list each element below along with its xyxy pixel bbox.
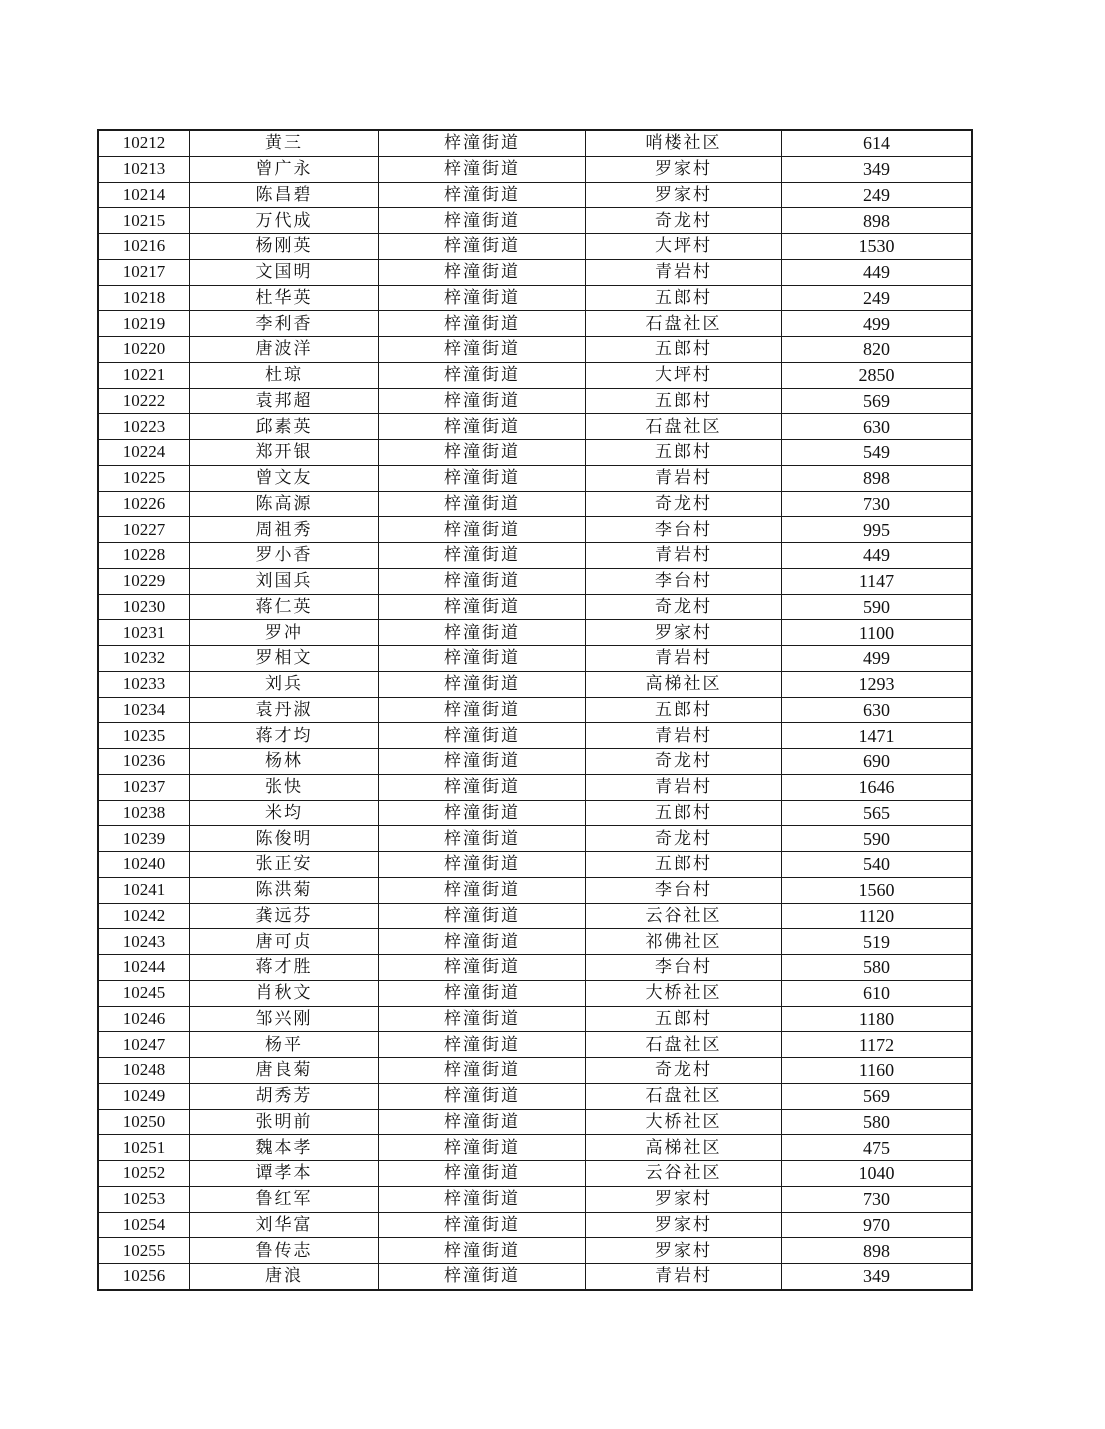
table-row	[98, 362, 972, 388]
street-cell: 梓潼街道	[379, 594, 586, 620]
village-cell: 五郎村	[586, 1006, 782, 1032]
name-cell: 万代成	[190, 208, 379, 234]
street-cell: 梓潼街道	[379, 182, 586, 208]
village-cell: 五郎村	[586, 440, 782, 466]
street-cell: 梓潼街道	[379, 671, 586, 697]
village-cell: 石盘社区	[586, 1032, 782, 1058]
name-cell: 刘国兵	[190, 568, 379, 594]
village-cell: 石盘社区	[586, 414, 782, 440]
village-cell: 青岩村	[586, 774, 782, 800]
amount-cell: 970	[782, 1212, 973, 1238]
village-cell: 奇龙村	[586, 1058, 782, 1084]
name-cell: 张快	[190, 774, 379, 800]
street-cell: 梓潼街道	[379, 491, 586, 517]
row-id-cell: 10213	[98, 156, 190, 182]
table-row	[98, 182, 972, 208]
table-row	[98, 1058, 972, 1084]
table-row	[98, 259, 972, 285]
street-cell: 梓潼街道	[379, 1212, 586, 1238]
village-cell: 罗家村	[586, 156, 782, 182]
amount-cell: 1646	[782, 774, 973, 800]
table-row	[98, 1212, 972, 1238]
table-row	[98, 877, 972, 903]
name-cell: 罗冲	[190, 620, 379, 646]
row-id-cell: 10228	[98, 543, 190, 569]
amount-cell: 590	[782, 826, 973, 852]
table-row	[98, 285, 972, 311]
village-cell: 罗家村	[586, 1238, 782, 1264]
row-id-cell: 10250	[98, 1109, 190, 1135]
village-cell: 青岩村	[586, 259, 782, 285]
table-row	[98, 955, 972, 981]
amount-cell: 898	[782, 1238, 973, 1264]
table-row	[98, 646, 972, 672]
table-row	[98, 620, 972, 646]
village-cell: 奇龙村	[586, 594, 782, 620]
street-cell: 梓潼街道	[379, 156, 586, 182]
amount-cell: 249	[782, 182, 973, 208]
village-cell: 五郎村	[586, 852, 782, 878]
row-id-cell: 10255	[98, 1238, 190, 1264]
amount-cell: 610	[782, 980, 973, 1006]
village-cell: 奇龙村	[586, 749, 782, 775]
name-cell: 唐波洋	[190, 337, 379, 363]
amount-cell: 569	[782, 1083, 973, 1109]
street-cell: 梓潼街道	[379, 1135, 586, 1161]
name-cell: 蒋才均	[190, 723, 379, 749]
table-row	[98, 852, 972, 878]
name-cell: 杨刚英	[190, 234, 379, 260]
name-cell: 唐良菊	[190, 1058, 379, 1084]
table-row	[98, 826, 972, 852]
row-id-cell: 10240	[98, 852, 190, 878]
name-cell: 谭孝本	[190, 1161, 379, 1187]
amount-cell: 540	[782, 852, 973, 878]
village-cell: 李台村	[586, 568, 782, 594]
street-cell: 梓潼街道	[379, 1161, 586, 1187]
village-cell: 青岩村	[586, 1264, 782, 1290]
street-cell: 梓潼街道	[379, 1186, 586, 1212]
amount-cell: 820	[782, 337, 973, 363]
name-cell: 罗相文	[190, 646, 379, 672]
name-cell: 蒋才胜	[190, 955, 379, 981]
row-id-cell: 10235	[98, 723, 190, 749]
street-cell: 梓潼街道	[379, 697, 586, 723]
table-row	[98, 1264, 972, 1290]
row-id-cell: 10244	[98, 955, 190, 981]
village-cell: 青岩村	[586, 723, 782, 749]
roster-table	[97, 129, 973, 1291]
village-cell: 石盘社区	[586, 311, 782, 337]
row-id-cell: 10214	[98, 182, 190, 208]
name-cell: 唐浪	[190, 1264, 379, 1290]
table-row	[98, 903, 972, 929]
village-cell: 青岩村	[586, 465, 782, 491]
street-cell: 梓潼街道	[379, 646, 586, 672]
village-cell: 李台村	[586, 955, 782, 981]
name-cell: 刘兵	[190, 671, 379, 697]
village-cell: 大桥社区	[586, 1109, 782, 1135]
table-row	[98, 723, 972, 749]
amount-cell: 1172	[782, 1032, 973, 1058]
row-id-cell: 10243	[98, 929, 190, 955]
street-cell: 梓潼街道	[379, 285, 586, 311]
amount-cell: 549	[782, 440, 973, 466]
table-row	[98, 1161, 972, 1187]
row-id-cell: 10256	[98, 1264, 190, 1290]
table-row	[98, 800, 972, 826]
table-row	[98, 130, 972, 156]
street-cell: 梓潼街道	[379, 234, 586, 260]
table-row	[98, 594, 972, 620]
amount-cell: 1471	[782, 723, 973, 749]
name-cell: 陈昌碧	[190, 182, 379, 208]
street-cell: 梓潼街道	[379, 543, 586, 569]
name-cell: 陈洪菊	[190, 877, 379, 903]
amount-cell: 1120	[782, 903, 973, 929]
amount-cell: 580	[782, 1109, 973, 1135]
table-row	[98, 465, 972, 491]
name-cell: 曾文友	[190, 465, 379, 491]
row-id-cell: 10238	[98, 800, 190, 826]
street-cell: 梓潼街道	[379, 1238, 586, 1264]
street-cell: 梓潼街道	[379, 620, 586, 646]
table-row	[98, 337, 972, 363]
amount-cell: 630	[782, 697, 973, 723]
village-cell: 大坪村	[586, 234, 782, 260]
amount-cell: 730	[782, 1186, 973, 1212]
table-row	[98, 1006, 972, 1032]
name-cell: 龚远芬	[190, 903, 379, 929]
row-id-cell: 10234	[98, 697, 190, 723]
row-id-cell: 10219	[98, 311, 190, 337]
row-id-cell: 10229	[98, 568, 190, 594]
amount-cell: 569	[782, 388, 973, 414]
name-cell: 张明前	[190, 1109, 379, 1135]
name-cell: 曾广永	[190, 156, 379, 182]
street-cell: 梓潼街道	[379, 414, 586, 440]
street-cell: 梓潼街道	[379, 903, 586, 929]
amount-cell: 475	[782, 1135, 973, 1161]
village-cell: 奇龙村	[586, 491, 782, 517]
name-cell: 袁丹淑	[190, 697, 379, 723]
amount-cell: 1040	[782, 1161, 973, 1187]
row-id-cell: 10248	[98, 1058, 190, 1084]
village-cell: 罗家村	[586, 182, 782, 208]
street-cell: 梓潼街道	[379, 337, 586, 363]
table-row	[98, 1186, 972, 1212]
street-cell: 梓潼街道	[379, 852, 586, 878]
amount-cell: 1100	[782, 620, 973, 646]
table-row	[98, 311, 972, 337]
name-cell: 邱素英	[190, 414, 379, 440]
row-id-cell: 10236	[98, 749, 190, 775]
table-row	[98, 517, 972, 543]
amount-cell: 1180	[782, 1006, 973, 1032]
street-cell: 梓潼街道	[379, 517, 586, 543]
name-cell: 蒋仁英	[190, 594, 379, 620]
street-cell: 梓潼街道	[379, 774, 586, 800]
row-id-cell: 10215	[98, 208, 190, 234]
table-row	[98, 414, 972, 440]
name-cell: 郑开银	[190, 440, 379, 466]
amount-cell: 730	[782, 491, 973, 517]
row-id-cell: 10239	[98, 826, 190, 852]
street-cell: 梓潼街道	[379, 877, 586, 903]
village-cell: 云谷社区	[586, 1161, 782, 1187]
table-row	[98, 929, 972, 955]
village-cell: 青岩村	[586, 543, 782, 569]
amount-cell: 1530	[782, 234, 973, 260]
name-cell: 肖秋文	[190, 980, 379, 1006]
amount-cell: 1560	[782, 877, 973, 903]
row-id-cell: 10245	[98, 980, 190, 1006]
name-cell: 杨林	[190, 749, 379, 775]
name-cell: 米均	[190, 800, 379, 826]
row-id-cell: 10223	[98, 414, 190, 440]
street-cell: 梓潼街道	[379, 980, 586, 1006]
village-cell: 云谷社区	[586, 903, 782, 929]
amount-cell: 995	[782, 517, 973, 543]
name-cell: 罗小香	[190, 543, 379, 569]
street-cell: 梓潼街道	[379, 311, 586, 337]
amount-cell: 499	[782, 311, 973, 337]
village-cell: 高梯社区	[586, 1135, 782, 1161]
street-cell: 梓潼街道	[379, 130, 586, 156]
row-id-cell: 10227	[98, 517, 190, 543]
name-cell: 刘华富	[190, 1212, 379, 1238]
village-cell: 大坪村	[586, 362, 782, 388]
table-row	[98, 568, 972, 594]
village-cell: 青岩村	[586, 646, 782, 672]
row-id-cell: 10212	[98, 130, 190, 156]
amount-cell: 519	[782, 929, 973, 955]
name-cell: 陈俊明	[190, 826, 379, 852]
village-cell: 李台村	[586, 877, 782, 903]
name-cell: 周祖秀	[190, 517, 379, 543]
table-row	[98, 234, 972, 260]
street-cell: 梓潼街道	[379, 1083, 586, 1109]
table-row	[98, 1238, 972, 1264]
name-cell: 鲁传志	[190, 1238, 379, 1264]
row-id-cell: 10246	[98, 1006, 190, 1032]
table-row	[98, 388, 972, 414]
amount-cell: 565	[782, 800, 973, 826]
amount-cell: 449	[782, 543, 973, 569]
row-id-cell: 10230	[98, 594, 190, 620]
table-row	[98, 440, 972, 466]
row-id-cell: 10252	[98, 1161, 190, 1187]
amount-cell: 898	[782, 465, 973, 491]
row-id-cell: 10241	[98, 877, 190, 903]
street-cell: 梓潼街道	[379, 1032, 586, 1058]
name-cell: 胡秀芳	[190, 1083, 379, 1109]
row-id-cell: 10222	[98, 388, 190, 414]
row-id-cell: 10253	[98, 1186, 190, 1212]
street-cell: 梓潼街道	[379, 955, 586, 981]
row-id-cell: 10237	[98, 774, 190, 800]
row-id-cell: 10242	[98, 903, 190, 929]
row-id-cell: 10216	[98, 234, 190, 260]
village-cell: 大桥社区	[586, 980, 782, 1006]
table-row	[98, 1083, 972, 1109]
name-cell: 唐可贞	[190, 929, 379, 955]
village-cell: 祁佛社区	[586, 929, 782, 955]
name-cell: 张正安	[190, 852, 379, 878]
street-cell: 梓潼街道	[379, 723, 586, 749]
row-id-cell: 10226	[98, 491, 190, 517]
name-cell: 杜琼	[190, 362, 379, 388]
table-row	[98, 491, 972, 517]
name-cell: 袁邦超	[190, 388, 379, 414]
amount-cell: 1160	[782, 1058, 973, 1084]
row-id-cell: 10221	[98, 362, 190, 388]
village-cell: 五郎村	[586, 697, 782, 723]
name-cell: 黄三	[190, 130, 379, 156]
village-cell: 五郎村	[586, 800, 782, 826]
amount-cell: 630	[782, 414, 973, 440]
name-cell: 邹兴刚	[190, 1006, 379, 1032]
street-cell: 梓潼街道	[379, 440, 586, 466]
row-id-cell: 10247	[98, 1032, 190, 1058]
street-cell: 梓潼街道	[379, 1109, 586, 1135]
village-cell: 罗家村	[586, 620, 782, 646]
street-cell: 梓潼街道	[379, 1058, 586, 1084]
table-row	[98, 1109, 972, 1135]
amount-cell: 249	[782, 285, 973, 311]
amount-cell: 349	[782, 1264, 973, 1290]
street-cell: 梓潼街道	[379, 362, 586, 388]
street-cell: 梓潼街道	[379, 259, 586, 285]
name-cell: 魏本孝	[190, 1135, 379, 1161]
row-id-cell: 10249	[98, 1083, 190, 1109]
street-cell: 梓潼街道	[379, 465, 586, 491]
row-id-cell: 10231	[98, 620, 190, 646]
row-id-cell: 10220	[98, 337, 190, 363]
roster-table-body	[98, 130, 972, 1290]
village-cell: 石盘社区	[586, 1083, 782, 1109]
amount-cell: 580	[782, 955, 973, 981]
row-id-cell: 10218	[98, 285, 190, 311]
street-cell: 梓潼街道	[379, 388, 586, 414]
name-cell: 杨平	[190, 1032, 379, 1058]
village-cell: 奇龙村	[586, 208, 782, 234]
table-row	[98, 1135, 972, 1161]
village-cell: 高梯社区	[586, 671, 782, 697]
amount-cell: 614	[782, 130, 973, 156]
name-cell: 文国明	[190, 259, 379, 285]
name-cell: 杜华英	[190, 285, 379, 311]
row-id-cell: 10233	[98, 671, 190, 697]
amount-cell: 1147	[782, 568, 973, 594]
table-row	[98, 980, 972, 1006]
street-cell: 梓潼街道	[379, 929, 586, 955]
table-row	[98, 543, 972, 569]
row-id-cell: 10254	[98, 1212, 190, 1238]
table-row	[98, 208, 972, 234]
row-id-cell: 10225	[98, 465, 190, 491]
name-cell: 陈高源	[190, 491, 379, 517]
street-cell: 梓潼街道	[379, 208, 586, 234]
street-cell: 梓潼街道	[379, 749, 586, 775]
row-id-cell: 10251	[98, 1135, 190, 1161]
row-id-cell: 10217	[98, 259, 190, 285]
street-cell: 梓潼街道	[379, 1264, 586, 1290]
amount-cell: 690	[782, 749, 973, 775]
street-cell: 梓潼街道	[379, 1006, 586, 1032]
amount-cell: 590	[782, 594, 973, 620]
street-cell: 梓潼街道	[379, 568, 586, 594]
name-cell: 李利香	[190, 311, 379, 337]
village-cell: 哨楼社区	[586, 130, 782, 156]
amount-cell: 898	[782, 208, 973, 234]
street-cell: 梓潼街道	[379, 826, 586, 852]
amount-cell: 349	[782, 156, 973, 182]
village-cell: 奇龙村	[586, 826, 782, 852]
street-cell: 梓潼街道	[379, 800, 586, 826]
name-cell: 鲁红军	[190, 1186, 379, 1212]
village-cell: 五郎村	[586, 285, 782, 311]
village-cell: 罗家村	[586, 1212, 782, 1238]
row-id-cell: 10224	[98, 440, 190, 466]
table-row	[98, 749, 972, 775]
row-id-cell: 10232	[98, 646, 190, 672]
amount-cell: 449	[782, 259, 973, 285]
table-row	[98, 671, 972, 697]
amount-cell: 499	[782, 646, 973, 672]
village-cell: 李台村	[586, 517, 782, 543]
table-row	[98, 1032, 972, 1058]
amount-cell: 1293	[782, 671, 973, 697]
village-cell: 五郎村	[586, 388, 782, 414]
amount-cell: 2850	[782, 362, 973, 388]
table-row	[98, 156, 972, 182]
village-cell: 五郎村	[586, 337, 782, 363]
village-cell: 罗家村	[586, 1186, 782, 1212]
table-row	[98, 697, 972, 723]
table-row	[98, 774, 972, 800]
